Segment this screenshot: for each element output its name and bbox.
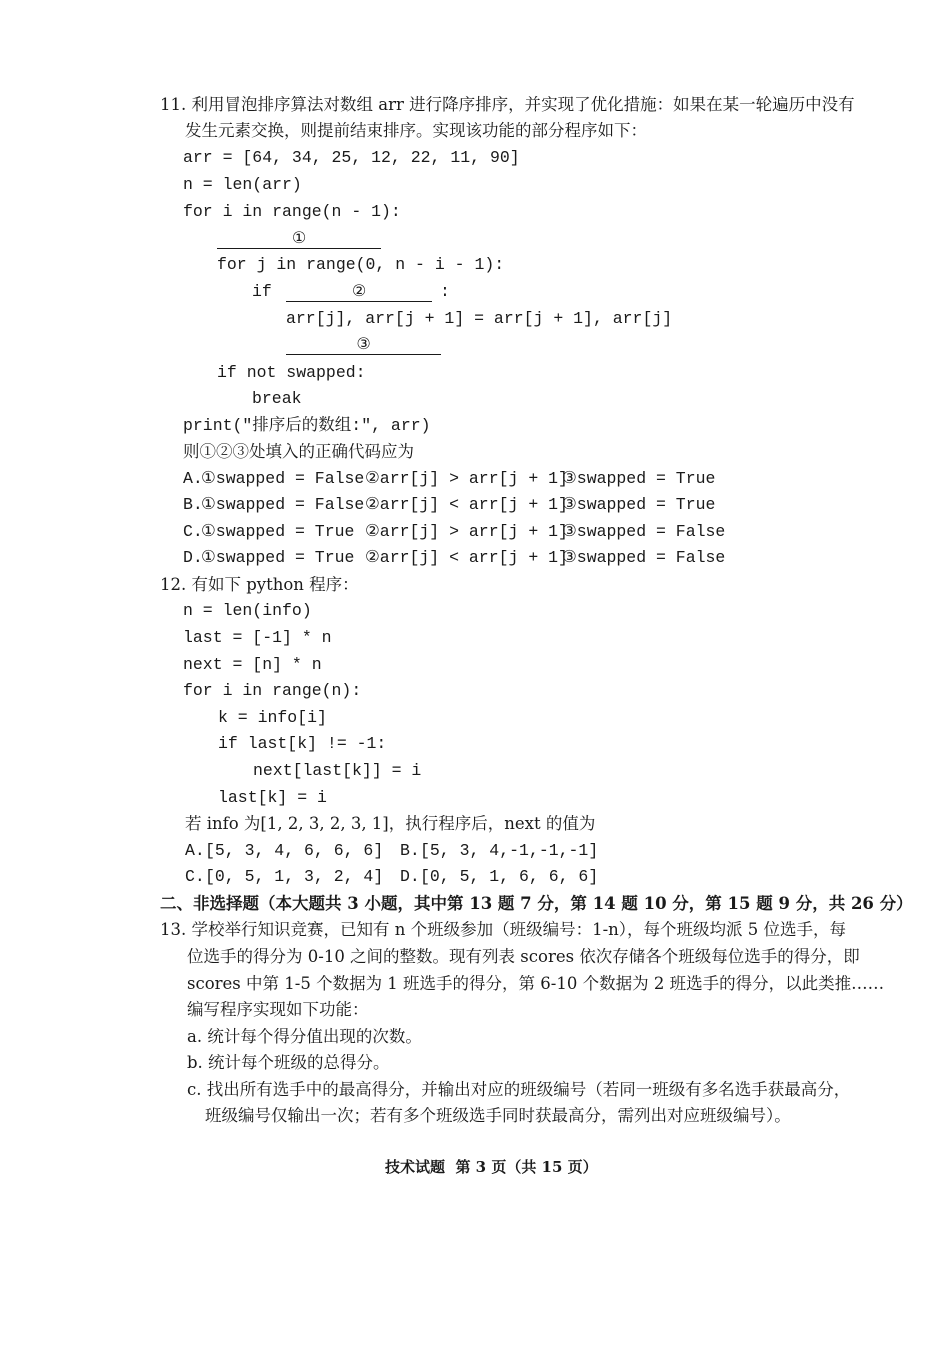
q12-option-a: [5, 3, 4, 6, 6, 6]	[205, 841, 384, 860]
q12-code-line: n = len(info)	[183, 601, 312, 620]
q12-option-label: D.	[400, 867, 420, 886]
q12-code-line: last = [-1] * n	[183, 628, 332, 647]
q11-option-part: ②arr[j] < arr[j + 1]	[365, 548, 568, 567]
q11-option-part: ③swapped = False	[562, 548, 726, 567]
page-footer: 技术试题 第 3 页（共 15 页）	[385, 1158, 598, 1176]
q12-question: 若 info 为[1, 2, 3, 2, 3, 1]，执行程序后，next 的值为	[185, 814, 596, 833]
q11-option-part: ②arr[j] < arr[j + 1]	[365, 495, 568, 514]
q12-option-c: [0, 5, 1, 3, 2, 4]	[205, 867, 384, 886]
q12-code-line: k = info[i]	[218, 708, 327, 727]
q12-code-line: if last[k] != -1:	[218, 734, 387, 753]
q13-line: scores 中第 1-5 个数据为 1 班选手的得分，第 6-10 个数据为 2 班选手的得分，以此类推……	[187, 974, 885, 993]
q11-option-label: A.	[183, 469, 203, 488]
q11-option-part: ①swapped = False	[201, 495, 365, 514]
q11-stem-line1: 11. 利用冒泡排序算法对数组 arr 进行降序排序，并实现了优化措施：如果在某一轮遍历中没有	[160, 95, 855, 114]
q12-option-b: [5, 3, 4,-1,-1,-1]	[420, 841, 599, 860]
q11-code-line: if	[252, 282, 272, 301]
q11-option-part: ③swapped = True	[562, 469, 716, 488]
q11-option-part: ①swapped = True	[201, 548, 355, 567]
q11-option-label: D.	[183, 548, 203, 567]
q12-stem: 12. 有如下 python 程序：	[160, 575, 359, 594]
q11-code-line: :	[440, 282, 450, 301]
q11-blank-3: ③	[286, 334, 441, 355]
q13-line: c. 找出所有选手中的最高得分，并输出对应的班级编号（若同一班级有多名选手获最高分，	[187, 1080, 851, 1099]
q11-option-label: B.	[183, 495, 203, 514]
q13-line: 位选手的得分为 0-10 之间的整数。现有列表 scores 依次存储各个班级每位选手的得分，即	[187, 947, 860, 966]
q12-code-line: last[k] = i	[218, 788, 327, 807]
q11-code-line: arr[j], arr[j + 1] = arr[j + 1], arr[j]	[286, 309, 673, 328]
q13-line: b. 统计每个班级的总得分。	[187, 1053, 390, 1072]
q12-code-line: next[last[k]] = i	[253, 761, 422, 780]
q11-stem-line2: 发生元素交换，则提前结束排序。实现该功能的部分程序如下：	[185, 121, 647, 140]
section-heading: 二、非选择题（本大题共 3 小题，其中第 13 题 7 分，第 14 题 10 分，第 15 题 9 分，共 26 分）	[160, 894, 913, 913]
q11-option-part: ②arr[j] > arr[j + 1]	[365, 522, 568, 541]
q12-option-label: B.	[400, 841, 420, 860]
q11-blank-2: ②	[286, 281, 432, 302]
q11-code-line: if not swapped:	[217, 363, 366, 382]
q13-line: 班级编号仅输出一次；若有多个班级选手同时获最高分，需列出对应班级编号）。	[205, 1106, 791, 1125]
q12-code-line: next = [n] * n	[183, 655, 322, 674]
q13-line: 13. 学校举行知识竞赛，已知有 n 个班级参加（班级编号：1-n），每个班级均派 5 位选手，每	[160, 920, 847, 939]
q12-option-label: A.	[185, 841, 205, 860]
q11-option-label: C.	[183, 522, 203, 541]
q13-line: 编写程序实现如下功能：	[187, 1000, 369, 1019]
q11-option-part: ①swapped = False	[201, 469, 365, 488]
q12-option-label: C.	[185, 867, 205, 886]
q11-code-line: arr = [64, 34, 25, 12, 22, 11, 90]	[183, 148, 520, 167]
q11-code-line: n = len(arr)	[183, 175, 302, 194]
q11-blank-1: ①	[217, 228, 381, 249]
q11-option-part: ③swapped = True	[562, 495, 716, 514]
q11-code-line: for j in range(0, n - i - 1):	[217, 255, 505, 274]
q11-option-part: ②arr[j] > arr[j + 1]	[365, 469, 568, 488]
q12-code-line: for i in range(n):	[183, 681, 362, 700]
q13-line: a. 统计每个得分值出现的次数。	[187, 1027, 422, 1046]
q11-code-line: print("排序后的数组:", arr)	[183, 416, 431, 435]
q11-code-line: for i in range(n - 1):	[183, 202, 401, 221]
q11-code-line: break	[252, 389, 302, 408]
q11-question: 则①②③处填入的正确代码应为	[183, 442, 414, 461]
q12-option-d: [0, 5, 1, 6, 6, 6]	[420, 867, 599, 886]
q11-option-part: ①swapped = True	[201, 522, 355, 541]
q11-option-part: ③swapped = False	[562, 522, 726, 541]
